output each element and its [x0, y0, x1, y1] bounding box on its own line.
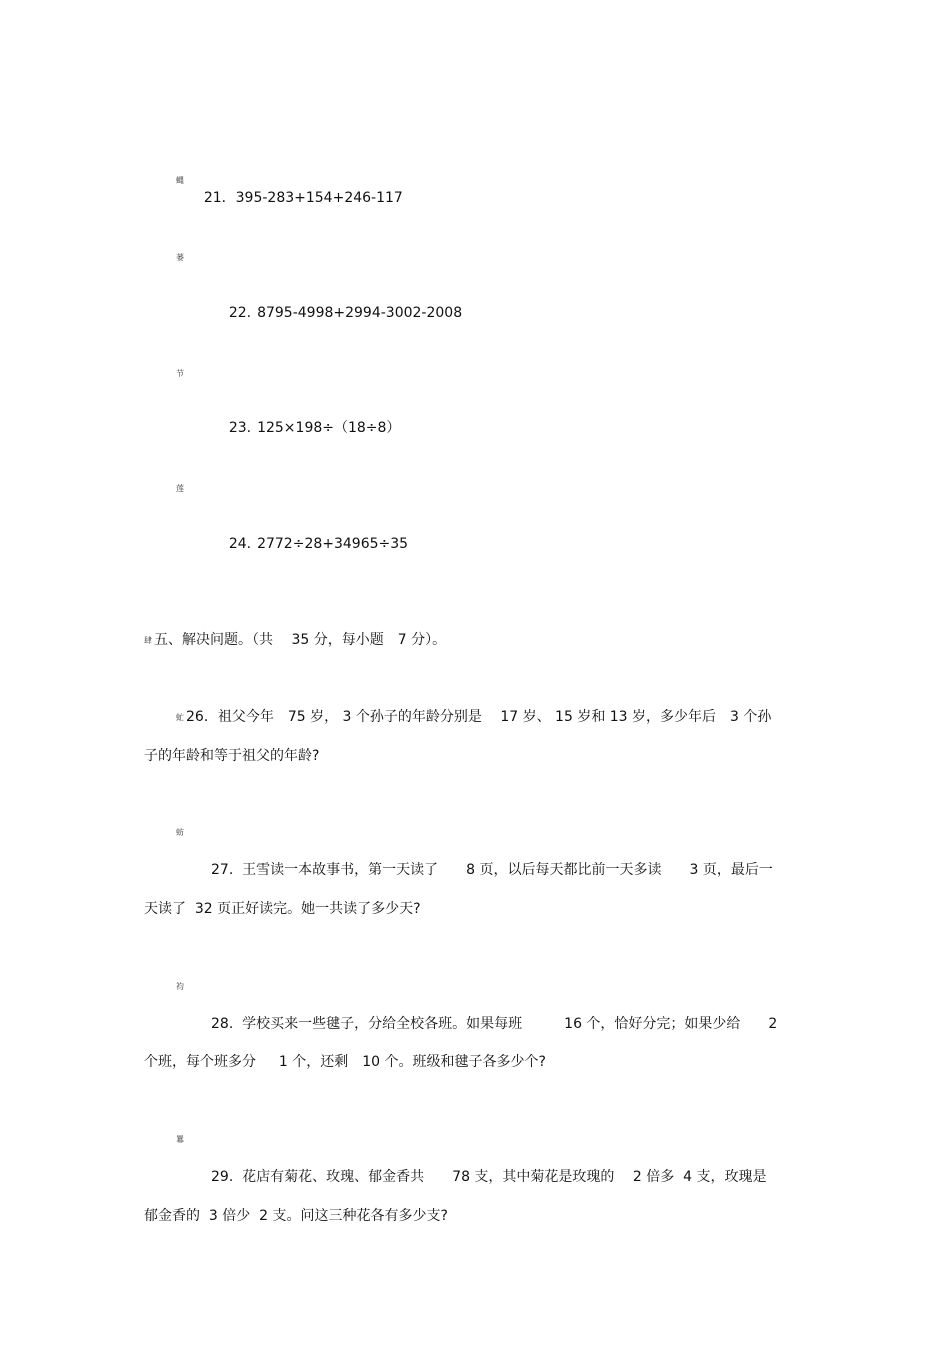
- question-expression: 395-283+154+246-117: [235, 190, 403, 206]
- margin-mark: 肆: [144, 636, 152, 645]
- margin-mark: 莲: [176, 484, 184, 493]
- question-expression: 125×198÷（18÷8）: [257, 420, 401, 436]
- problem-28-line-1: 28. 学校买来一些毽子，分给全校各班。如果每班 16 个，恰好分完；如果少给 2: [211, 1016, 778, 1032]
- section-title: 五、解决问题。（共 35 分，每小题 7 分）。: [154, 632, 447, 648]
- margin-mark: 蒌: [176, 253, 184, 262]
- problem-28-line-2: 个班，每个班多分 1 个，还剩 10 个。班级和毽子各多少个?: [144, 1054, 546, 1070]
- question-number: 24.: [228, 536, 252, 552]
- problem-26-line-2: 子的年龄和等于祖父的年龄?: [144, 748, 320, 764]
- margin-mark: 节: [176, 369, 184, 378]
- problem-29-line-1: 29. 花店有菊花、玫瑰、郁金香共 78 支，其中菊花是玫瑰的 2 倍多 4 支，玫瑰是: [211, 1169, 767, 1185]
- problem-27-line-1: 27. 王雪读一本故事书，第一天读了 8 页，以后每天都比前一天多读 3 页，最后一: [211, 862, 773, 878]
- margin-mark: 羃: [176, 1135, 184, 1144]
- problem-29-line-2: 郁金香的 3 倍少 2 支。问这三种花各有多少支?: [144, 1208, 448, 1224]
- calc-question-22: [211, 286, 462, 340]
- problem-27-line-2: 天读了 32 页正好读完。她一共读了多少天?: [144, 901, 421, 917]
- question-number: 21．: [203, 190, 236, 206]
- margin-mark: 蚄: [176, 828, 184, 837]
- question-expression: 2772÷28+34965÷35: [257, 536, 409, 552]
- question-number: 22.: [228, 305, 252, 321]
- margin-mark: 袀: [176, 982, 184, 991]
- calc-question-21: [186, 171, 403, 225]
- margin-mark: 蝿: [176, 176, 184, 185]
- calc-question-24: [211, 517, 408, 571]
- question-expression: 8795-4998+2994-3002-2008: [257, 305, 463, 321]
- problem-26-line-1: 26．祖父今年 75 岁， 3 个孙子的年龄分别是 17 岁、 15 岁和 13 岁，多少年后 3 个孙: [186, 709, 772, 725]
- calc-question-23: [211, 401, 400, 455]
- margin-mark: 虻: [176, 713, 184, 722]
- question-number: 23.: [228, 420, 252, 436]
